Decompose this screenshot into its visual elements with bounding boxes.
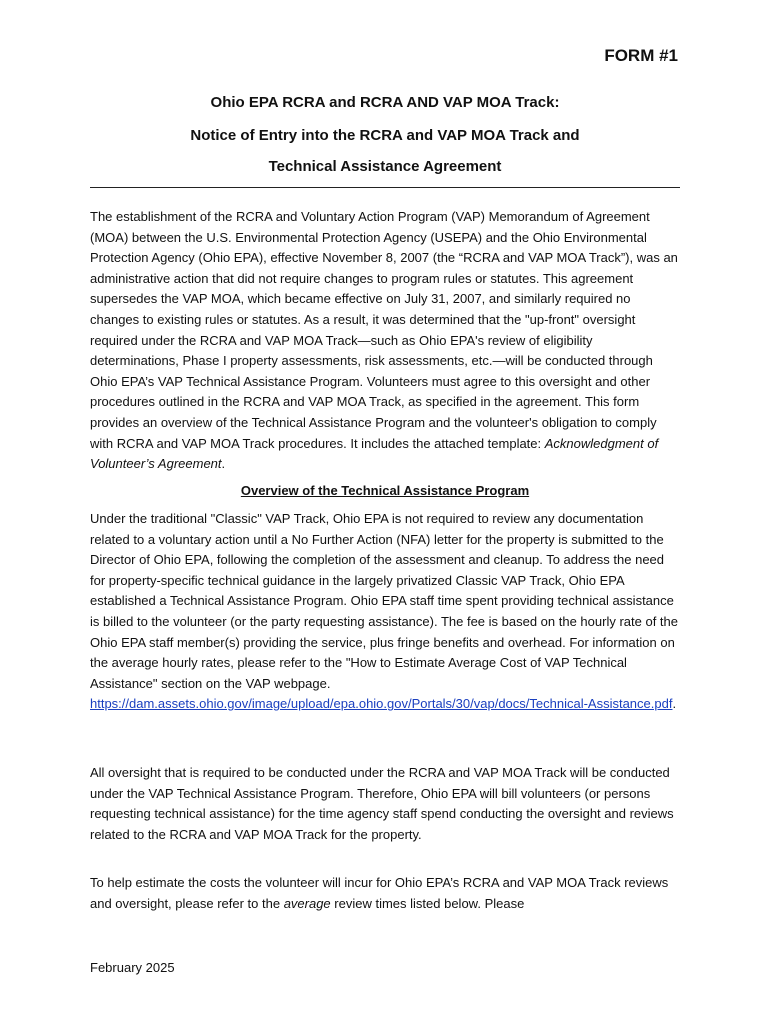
overview-paragraph-3 bbox=[90, 873, 680, 914]
form-number: FORM #1 bbox=[604, 46, 678, 65]
overview-paragraph-1 bbox=[90, 509, 680, 715]
title-divider bbox=[90, 187, 680, 188]
technical-assistance-link[interactable]: https://dam.assets.ohio.gov/image/upload/epa.ohio.gov/Portals/30/vap/docs/Technical-Assistance.pdf bbox=[90, 696, 673, 712]
overview-text-3-end: review times listed below. Please bbox=[330, 895, 525, 911]
document-title-line-2: Notice of Entry into the RCRA and VAP MOA Track and bbox=[190, 127, 580, 144]
overview-text-1: Under the traditional "Classic" VAP Track, Ohio EPA is not required to review any documentation related to a voluntary action until a No Further Action (NFA) letter for the property is submitted to the Director of Ohio EPA, following the completion of the assessment and cleanup. To address the need for property-specific technical guidance in the largely privatized Classic VAP Track, Ohio EPA established a Technical Assistance Program. Ohio EPA staff time spent providing technical assistance is billed to the volunteer (or the party requesting assistance). The fee is based on the hourly rate of the Ohio EPA staff member(s) providing the service, plus fringe benefits and overhead. For information on the average hourly rates, please refer to the "How to Estimate Average Cost of VAP Technical Assistance" section on the VAP webpage. bbox=[90, 511, 678, 691]
intro-end: . bbox=[221, 456, 226, 472]
document-title-line-1: Ohio EPA RCRA and RCRA AND VAP MOA Track: bbox=[210, 94, 560, 111]
intro-text: The establishment of the RCRA and Voluntary Action Program (VAP) Memorandum of Agreement (MOA) between the U.S. Environmental Protection Agency (USEPA) and the Ohio Environmental Protection Agency (Ohio EPA), effective November 8, 2007 (the “RCRA and VAP MOA Track”), was an administrative action that did not require changes to program rules or statutes. This agreement supersedes the VAP MOA, which became effective on July 31, 2007, and similarly required no changes to existing rules or statutes. As a result, it was determined that the "up-front" oversight required under the RCRA and VAP MOA Track—such as Ohio EPA's review of eligibility determinations, Phase I property assessments, risk assessments, etc.—will be conducted through Ohio EPA’s VAP Technical Assistance Program. Volunteers must agree to this oversight and other procedures outlined in the RCRA and VAP MOA Track, as specified in the agreement. This form provides an overview of the Technical Assistance Program and the volunteer's obligation to comply with RCRA and VAP MOA Track procedures. It includes the attached template: bbox=[90, 209, 678, 451]
document-title-line-3: Technical Assistance Agreement bbox=[268, 158, 502, 175]
overview-text-3-emphasis: average bbox=[283, 895, 331, 911]
overview-paragraph-2: All oversight that is required to be conducted under the RCRA and VAP MOA Track will be conducted under the VAP Technical Assistance Program. Therefore, Ohio EPA will bill volunteers (or persons requesting technical assistance) for the time agency staff spend conducting the oversight and reviews related to the RCRA and VAP MOA Track for the property. bbox=[90, 765, 674, 842]
footer-date: February 2025 bbox=[90, 960, 175, 975]
overview-text-3-start: To help estimate the costs the volunteer will incur for Ohio EPA’s RCRA and VAP MOA Track reviews and oversight, please refer to the bbox=[90, 875, 669, 911]
template-name: Acknowledgment of Volunteer’s Agreement bbox=[90, 435, 659, 472]
link-end: . bbox=[672, 696, 677, 712]
overview-heading: Overview of the Technical Assistance Program bbox=[240, 483, 530, 498]
intro-paragraph bbox=[90, 207, 680, 475]
